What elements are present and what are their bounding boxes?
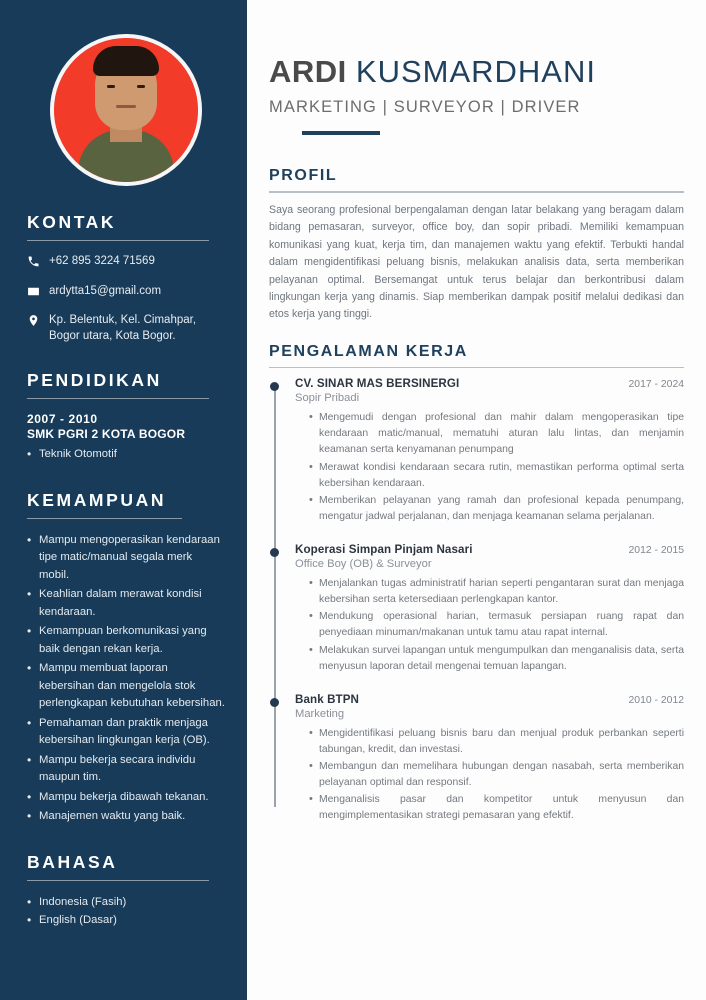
sidebar: [0, 0, 247, 1000]
timeline-dot-icon: [270, 382, 279, 391]
experience-role: Marketing: [295, 707, 345, 720]
list-item: • English (Dasar): [27, 912, 225, 930]
profile-heading: PROFIL: [269, 167, 338, 185]
avatar: [50, 34, 202, 186]
email-value: ardytta15@gmail.com: [49, 284, 162, 297]
timeline-dot-icon: [270, 698, 279, 707]
experience-company: CV. SINAR MAS BERSINERGI: [295, 377, 460, 391]
contact-divider: [27, 240, 209, 241]
page-title: [269, 55, 684, 88]
list-item: • Mendukung operasional harian, termasuk persiapan ruang rapat dan penyediaan minuman/makanan untuk tamu atau rapat internal.: [309, 609, 684, 641]
experience-date: 2012 - 2015: [628, 545, 684, 556]
contact-item-phone[interactable]: [27, 254, 225, 270]
experience-role: Sopir Pribadi: [295, 392, 360, 405]
timeline-line: [274, 385, 276, 806]
list-item: • Kemampuan berkomunikasi yang baik dengan rekan kerja.: [27, 623, 225, 658]
education-school: SMK PGRI 2 KOTA BOGOR: [27, 427, 186, 442]
languages-heading: BAHASA: [27, 851, 118, 872]
phone-icon: [27, 254, 49, 268]
list-item: • Pemahaman dan praktik menjaga kebersihan lingkungan kerja (OB).: [27, 715, 225, 750]
experience-date: 2017 - 2024: [628, 379, 684, 391]
list-item: • Menjalankan tugas administratif harian seperti pengantaran surat dan menjaga kebersihan serta ketersediaan perlengkapan kantor.: [309, 576, 684, 608]
profile-text: Saya seorang profesional berpengalaman dengan latar belakang yang beragam dalam bidang pemasaran, surveyor, office boy, dan sopir pribadi. Memiliki kemampuan komunikasi yang kuat, kerja tim, dan manajemen waktu yang efektif. Terbukti handal dalam mengidentifikasi peluang bisnis, melakukan analisis data, serta memberikan pelayanan optimal. Bersemangat untuk terus belajar dan berkontribusi dalam lingkungan kerja yang dinamis. Siap memberikan dampak positif melalui dedikasi dan etos kerja yang tinggi.: [269, 203, 684, 321]
list-item: • Mengidentifikasi peluang bisnis baru dan menjual produk perbankan seperti tabungan, kredit, dan investasi.: [309, 726, 684, 758]
main-content: [247, 0, 706, 1000]
contact-item-email[interactable]: [27, 284, 225, 300]
experience-item: [295, 543, 684, 675]
list-item: • Mampu mengoperasikan kendaraan tipe matic/manual segala merk mobil.: [27, 532, 225, 585]
list-item: • Teknik Otomotif: [27, 446, 225, 464]
contact-heading: KONTAK: [27, 212, 117, 232]
languages-list: [27, 894, 225, 930]
list-item: • Merawat kondisi kendaraan secara rutin, memastikan performa optimal serta kebersihan kendaraan.: [309, 460, 684, 492]
experience-company: Koperasi Simpan Pinjam Nasari: [295, 543, 473, 556]
list-item: • Keahlian dalam merawat kondisi kendaraan.: [27, 586, 225, 621]
languages-divider: [27, 880, 209, 881]
skills-heading: KEMAMPUAN: [27, 489, 167, 510]
location-pin-icon: [27, 313, 49, 327]
list-item: • Manajemen waktu yang baik.: [27, 808, 225, 826]
phone-value: +62 895 3224 71569: [49, 255, 155, 267]
list-item: • Indonesia (Fasih): [27, 894, 225, 912]
envelope-icon: [27, 284, 49, 298]
education-heading: PENDIDIKAN: [27, 370, 162, 391]
role-subtitle: MARKETING | SURVEYOR | DRIVER: [269, 98, 581, 117]
education-divider: [27, 398, 209, 399]
list-item: • Mampu membuat laporan kebersihan dan mengelola stok perlengkapan kebutuhan kebersihan.: [27, 660, 225, 713]
list-item: • Membangun dan memelihara hubungan dengan nasabah, serta memberikan pelayanan optimal dan responsif.: [309, 759, 684, 791]
list-item: • Mengemudi dengan profesional dan mahir dalam mengoperasikan tipe kendaraan matic/manual, mematuhi aturan lalu lintas, dan menjamin keamanan serta kenyamanan penumpang: [309, 410, 684, 458]
list-item: • Mampu bekerja dibawah tekanan.: [27, 789, 225, 807]
list-item: • Mampu bekerja secara individu maupun tim.: [27, 752, 225, 787]
profile-divider: [269, 191, 684, 192]
address-value: Kp. Belentuk, Kel. Cimahpar, Bogor utara, Kota Bogor.: [49, 314, 197, 342]
skills-list: [27, 532, 225, 826]
timeline-dot-icon: [270, 548, 279, 557]
first-name: ARDI: [269, 54, 347, 89]
header-accent-bar: [302, 131, 380, 135]
education-years: 2007 - 2010: [27, 412, 98, 427]
list-item: • Memberikan pelayanan yang ramah dan profesional kepada penumpang, mengatur jadwal perjalanan, dan menjaga keamanan selama perjalanan.: [309, 493, 684, 525]
last-name: KUSMARDHANI: [355, 54, 596, 89]
experience-bullets: [295, 576, 684, 675]
experience-bullets: [295, 726, 684, 825]
education-details-list: [27, 446, 225, 464]
experience-timeline: [269, 377, 684, 824]
list-item: • Melakukan survei lapangan untuk mengumpulkan dan menganalisis data, serta menyusun laporan detail mengenai temuan lapangan.: [309, 643, 684, 675]
experience-role: Office Boy (OB) & Surveyor: [295, 558, 432, 570]
contact-item-address[interactable]: [27, 313, 225, 344]
list-item: • Menganalisis pasar dan kompetitor untuk menyusun dan mengimplementasikan strategi pemasaran yang efektif.: [309, 792, 684, 824]
experience-item: [295, 693, 684, 825]
experience-item: [295, 377, 684, 525]
avatar-image: [54, 38, 198, 182]
experience-date: 2010 - 2012: [628, 694, 684, 706]
experience-bullets: [295, 410, 684, 525]
experience-divider: [269, 367, 684, 368]
skills-divider: [27, 518, 182, 519]
experience-heading: PENGALAMAN KERJA: [269, 342, 468, 360]
experience-company: Bank BTPN: [295, 692, 360, 706]
